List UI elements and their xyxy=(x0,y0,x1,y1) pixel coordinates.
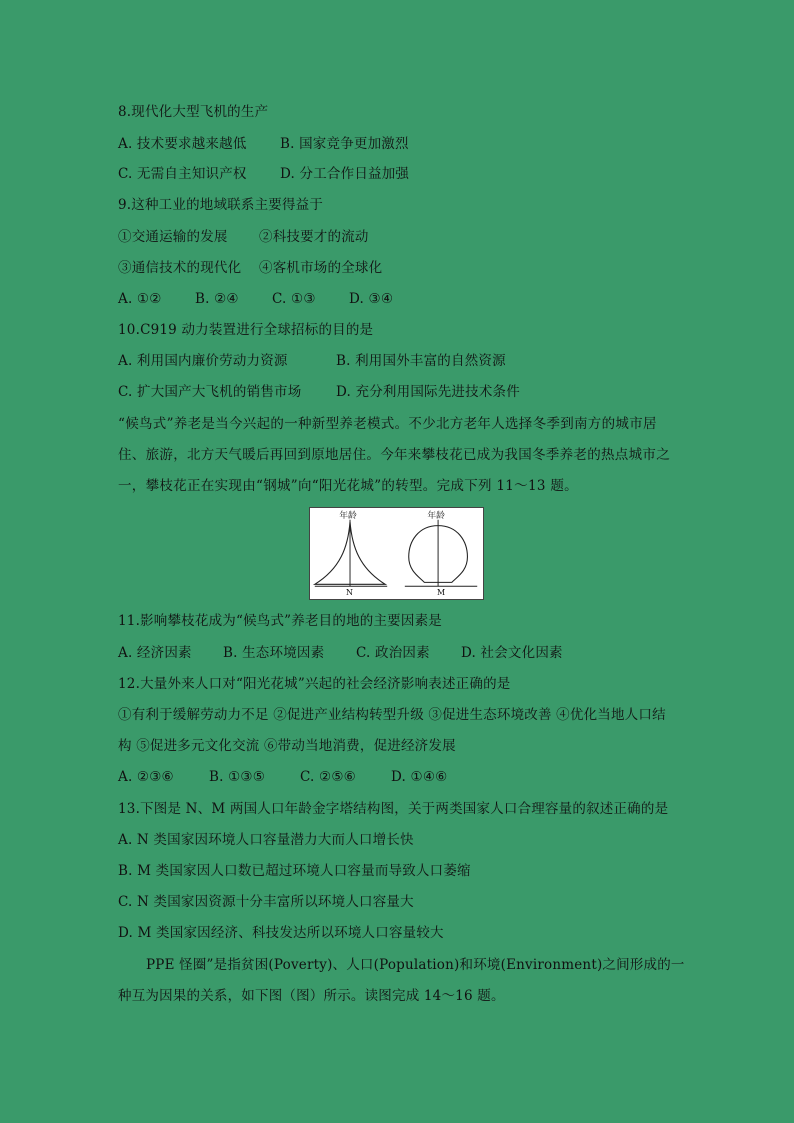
passage-ppe-line1: PPE 怪圈”是指贫困(Poverty)、人口(Population)和环境(Environment)之间形成的一 xyxy=(146,957,685,973)
q12-option-b: B. ①③⑤ xyxy=(209,769,266,785)
q11-stem: 11.影响攀枝花成为“候鸟式”养老目的地的主要因素是 xyxy=(118,613,442,629)
q13-option-b: B. M 类国家因人口数已超过环境人口容量而导致人口萎缩 xyxy=(118,863,471,879)
q8-stem: 8.现代化大型飞机的生产 xyxy=(118,104,269,120)
q10-options-row2 xyxy=(118,382,520,402)
q8-option-c: C. 无需自主知识产权 xyxy=(118,166,247,182)
q9-items-row2 xyxy=(118,258,382,278)
q12-items-line1: ①有利于缓解劳动力不足 ②促进产业结构转型升级 ③促进生态环境改善 ④优化当地人口结 xyxy=(118,707,666,723)
q11-option-d: D. 社会文化因素 xyxy=(461,645,563,661)
q9-item-4: ④客机市场的全球化 xyxy=(259,260,383,276)
m-xlabel-text: M xyxy=(437,588,446,597)
q11-option-b: B. 生态环境因素 xyxy=(223,645,325,661)
q12-option-c: C. ②⑤⑥ xyxy=(300,769,356,785)
q10-option-b: B. 利用国外丰富的自然资源 xyxy=(336,353,506,369)
q13-option-c: C. N 类国家因资源十分丰富所以环境人口容量大 xyxy=(118,894,414,910)
q10-option-c: C. 扩大国产大飞机的销售市场 xyxy=(118,384,302,400)
population-pyramid-svg xyxy=(310,508,483,599)
q9-option-b: B. ②④ xyxy=(195,291,239,307)
q9-option-d: D. ③④ xyxy=(349,291,394,307)
passage-migratory-elderly: “候鸟式”养老是当今兴起的一种新型养老模式。不少北方老年人选择冬季到南方的城市居住、旅游，北方天气暖后再回到原地居住。今年来攀枝花已成为我国冬季养老的热点城市之一，攀枝花正在实现由“钢城”向“阳光花城”的转型。完成下列 11～13 题。 xyxy=(118,416,670,494)
passage-ppe-line2: 种互为因果的关系，如下图（图）所示。读图完成 14～16 题。 xyxy=(118,988,505,1004)
q9-stem: 9.这种工业的地域联系主要得益于 xyxy=(118,197,324,213)
q10-option-d: D. 充分利用国际先进技术条件 xyxy=(336,384,520,400)
q9-option-a: A. ①② xyxy=(118,291,162,307)
q8-option-a: A. 技术要求越来越低 xyxy=(118,136,247,152)
q10-options-row1 xyxy=(118,351,506,371)
n-ylabel: 年龄 xyxy=(339,510,357,521)
population-pyramid-figure xyxy=(309,507,484,600)
q12-stem: 12.大量外来人口对“阳光花城”兴起的社会经济影响表述正确的是 xyxy=(118,676,511,692)
q9-items-row1 xyxy=(118,227,369,247)
q8-options-row2 xyxy=(118,164,409,184)
q9-option-c: C. ①③ xyxy=(272,291,316,307)
q12-items-line2: 构 ⑤促进多元文化交流 ⑥带动当地消费，促进经济发展 xyxy=(118,738,456,754)
q8-option-d: D. 分工合作日益加强 xyxy=(280,166,410,182)
q11-options xyxy=(118,643,563,663)
q12-option-a: A. ②③⑥ xyxy=(118,769,174,785)
q12-options xyxy=(118,767,447,787)
q10-stem: 10.C919 动力装置进行全球招标的目的是 xyxy=(118,322,374,338)
q9-options xyxy=(118,289,393,309)
q13-option-d: D. M 类国家因经济、科技发达所以环境人口容量较大 xyxy=(118,925,444,941)
q12-option-d: D. ①④⑥ xyxy=(391,769,448,785)
q8-option-b: B. 国家竞争更加激烈 xyxy=(280,136,409,152)
m-ylabel: 年龄 xyxy=(427,510,445,521)
q9-item-2: ②科技要才的流动 xyxy=(259,229,369,245)
q11-option-c: C. 政治因素 xyxy=(356,645,430,661)
q9-item-1: ①交通运输的发展 xyxy=(118,229,228,245)
q10-option-a: A. 利用国内廉价劳动力资源 xyxy=(118,353,288,369)
q9-item-3: ③通信技术的现代化 xyxy=(118,260,242,276)
q11-option-a: A. 经济因素 xyxy=(118,645,192,661)
q13-option-a: A. N 类国家因环境人口容量潜力大而人口增长快 xyxy=(118,832,414,848)
q13-stem: 13.下图是 N、M 两国人口年龄金字塔结构图，关于两类国家人口合理容量的叙述正确的是 xyxy=(118,801,669,817)
n-xlabel-text: N xyxy=(346,588,353,597)
q8-options-row1 xyxy=(118,134,409,154)
